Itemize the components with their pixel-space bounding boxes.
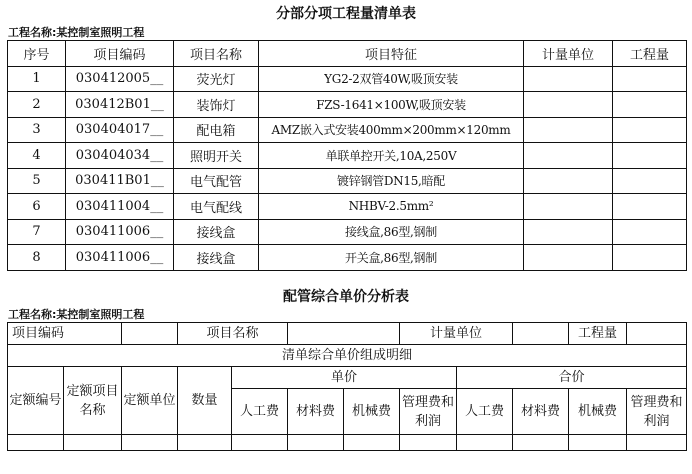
empty-cell [232, 435, 288, 451]
table-row [8, 143, 687, 169]
table-row [8, 117, 687, 143]
table1-project-name: 工程名称:某控制室照明工程 [8, 26, 145, 39]
cell-unit [524, 117, 613, 143]
table-row [8, 168, 687, 194]
project-name-value [288, 323, 400, 345]
table2-title: 配管综合单价分析表 [283, 289, 409, 305]
table2-section-row [8, 345, 687, 367]
col-quantity: 数量 [178, 367, 232, 435]
cell-code: 030411B01__ [66, 168, 174, 194]
cell-seq: 4 [8, 143, 66, 169]
cell-code: 030411006__ [66, 245, 174, 271]
cell-qty [613, 143, 687, 169]
cell-code: 030412005__ [66, 66, 174, 92]
empty-cell [8, 435, 64, 451]
unit-labor: 人工费 [232, 389, 288, 435]
empty-cell [627, 435, 687, 451]
empty-cell [457, 435, 513, 451]
table2-group-row [8, 367, 687, 389]
cell-code: 030411004__ [66, 194, 174, 220]
cell-unit [524, 66, 613, 92]
qty-value [627, 323, 687, 345]
unit-material: 材料费 [288, 389, 344, 435]
table-row [8, 194, 687, 220]
cell-feature: 单联单控开关,10A,250V [259, 143, 524, 169]
group-unit-price: 单价 [232, 367, 457, 389]
table2-project-name: 工程名称:某控制室照明工程 [8, 308, 145, 321]
cell-unit [524, 92, 613, 118]
empty-cell [64, 435, 122, 451]
cell-feature: 开关盒,86型,钢制 [259, 245, 524, 271]
total-machine: 机械费 [569, 389, 627, 435]
cell-feature: 镀锌钢管DN15,暗配 [259, 168, 524, 194]
table-row [8, 245, 687, 271]
cell-qty [613, 168, 687, 194]
cell-qty [613, 66, 687, 92]
empty-cell [400, 435, 457, 451]
cell-code: 030404017__ [66, 117, 174, 143]
cell-code: 030404034__ [66, 143, 174, 169]
header-feature: 项目特征 [259, 41, 524, 67]
header-code: 项目编码 [66, 41, 174, 67]
cell-name: 电气配管 [174, 168, 259, 194]
table-row [8, 92, 687, 118]
cell-name: 电气配线 [174, 194, 259, 220]
total-labor: 人工费 [457, 389, 513, 435]
cell-seq: 8 [8, 245, 66, 271]
cell-seq: 6 [8, 194, 66, 220]
header-qty: 工程量 [613, 41, 687, 67]
cell-seq: 7 [8, 219, 66, 245]
section-title: 清单综合单价组成明细 [8, 345, 687, 367]
empty-cell [122, 435, 178, 451]
unit-price-analysis-table [7, 322, 687, 451]
cell-name: 荧光灯 [174, 66, 259, 92]
col-quota-unit: 定额单位 [122, 367, 178, 435]
header-unit: 计量单位 [524, 41, 613, 67]
cell-code: 030412B01__ [66, 92, 174, 118]
cell-feature: YG2-2双管40W,吸顶安装 [259, 66, 524, 92]
cell-name: 配电箱 [174, 117, 259, 143]
bill-of-quantities-table [7, 40, 687, 271]
cell-unit [524, 194, 613, 220]
cell-unit [524, 143, 613, 169]
col-quota-name: 定额项目名称 [64, 367, 122, 435]
cell-name: 装饰灯 [174, 92, 259, 118]
cell-feature: AMZ嵌入式安装400mm×200mm×120mm [259, 117, 524, 143]
qty-label: 工程量 [569, 323, 627, 345]
cell-feature: NHBV-2.5mm² [259, 194, 524, 220]
empty-cell [569, 435, 627, 451]
cell-name: 接线盒 [174, 219, 259, 245]
cell-seq: 2 [8, 92, 66, 118]
total-mgmt: 管理费和利润 [627, 389, 687, 435]
col-quota-no: 定额编号 [8, 367, 64, 435]
table-row [8, 219, 687, 245]
total-material: 材料费 [513, 389, 569, 435]
cell-unit [524, 168, 613, 194]
cell-name: 照明开关 [174, 143, 259, 169]
table-row [8, 66, 687, 92]
header-name: 项目名称 [174, 41, 259, 67]
cell-name: 接线盒 [174, 245, 259, 271]
cell-unit [524, 245, 613, 271]
group-total-price: 合价 [457, 367, 687, 389]
unit-label: 计量单位 [400, 323, 513, 345]
cell-qty [613, 219, 687, 245]
cell-seq: 5 [8, 168, 66, 194]
cell-feature: 接线盒,86型,钢制 [259, 219, 524, 245]
empty-cell [288, 435, 344, 451]
table1-header-row [8, 41, 687, 67]
cell-seq: 3 [8, 117, 66, 143]
table2-empty-row [8, 435, 687, 451]
cell-feature: FZS-1641×100W,吸顶安装 [259, 92, 524, 118]
cell-code: 030411006__ [66, 219, 174, 245]
cell-qty [613, 245, 687, 271]
cell-seq: 1 [8, 66, 66, 92]
project-code-value [122, 323, 178, 345]
cell-qty [613, 92, 687, 118]
unit-machine: 机械费 [344, 389, 400, 435]
cell-qty [613, 194, 687, 220]
cell-qty [613, 117, 687, 143]
unit-mgmt: 管理费和利润 [400, 389, 457, 435]
project-code-label: 项目编码 [8, 323, 122, 345]
empty-cell [513, 435, 569, 451]
table2-info-row [8, 323, 687, 345]
project-name-label: 项目名称 [178, 323, 288, 345]
cell-unit [524, 219, 613, 245]
table1-title: 分部分项工程量清单表 [276, 6, 416, 22]
unit-value [513, 323, 569, 345]
empty-cell [178, 435, 232, 451]
empty-cell [344, 435, 400, 451]
header-seq: 序号 [8, 41, 66, 67]
